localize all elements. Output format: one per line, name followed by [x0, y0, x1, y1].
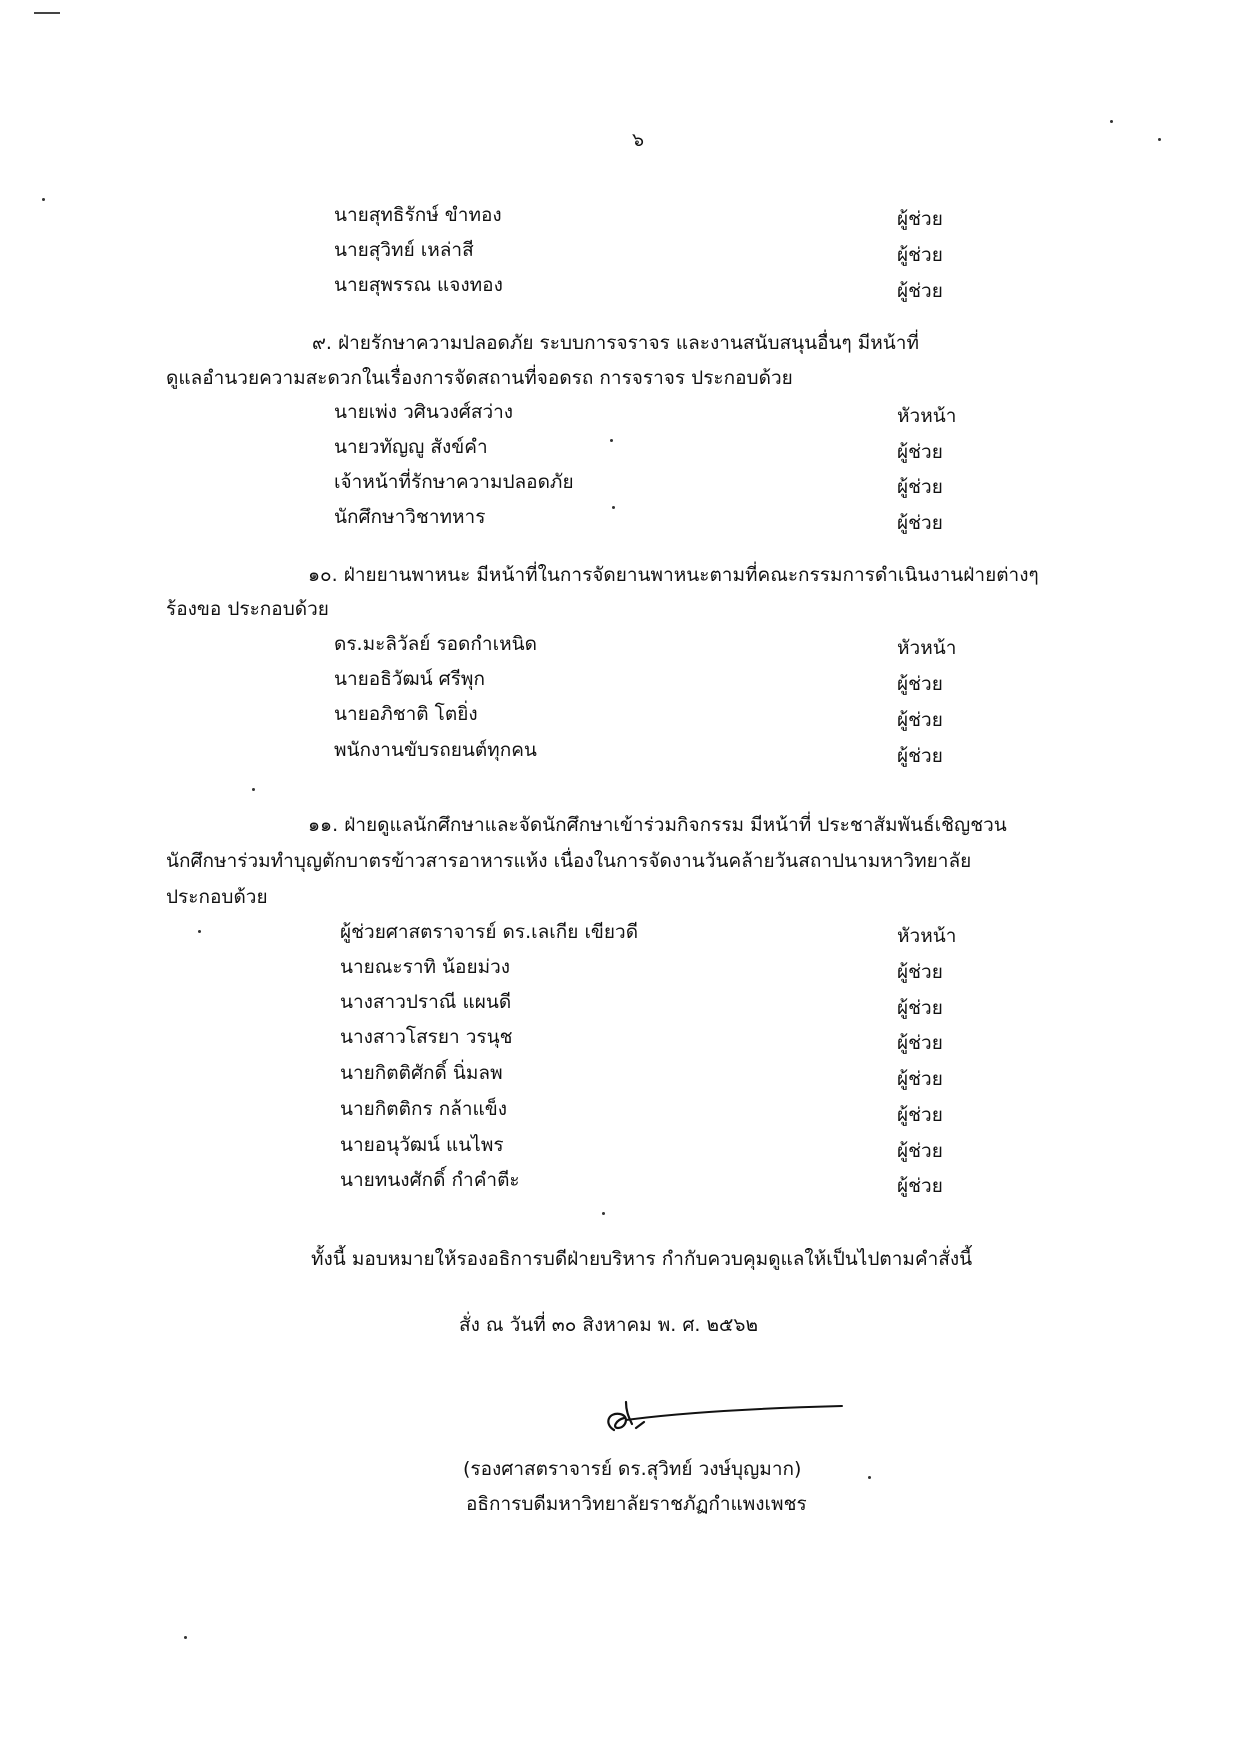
scan-speck — [1158, 138, 1161, 141]
member-role: ผู้ช่วย — [897, 673, 943, 695]
scan-speck — [610, 439, 613, 442]
member-name: นายอนุวัฒน์ แนไพร — [340, 1134, 504, 1156]
scan-speck — [1110, 120, 1113, 123]
member-role: ผู้ช่วย — [897, 1068, 943, 1090]
section-heading: ๑๐. ฝ่ายยานพาหนะ มีหน้าที่ในการจัดยานพาหนะตามที่คณะกรรมการดำเนินงานฝ่ายต่างๆ — [308, 564, 1039, 586]
scan-speck — [612, 506, 615, 509]
member-role: หัวหน้า — [897, 405, 957, 427]
date-line: สั่ง ณ วันที่ ๓๐ สิงหาคม พ. ศ. ๒๕๖๒ — [459, 1314, 758, 1336]
section-heading: ๑๑. ฝ่ายดูแลนักศึกษาและจัดนักศึกษาเข้าร่วมกิจกรรม มีหน้าที่ ประชาสัมพันธ์เชิญชวน — [308, 814, 1007, 836]
section-text: นักศึกษาร่วมทำบุญตักบาตรข้าวสารอาหารแห้ง เนื่องในการจัดงานวันคล้ายวันสถาปนามหาวิทยาลัย — [166, 850, 972, 872]
section-text: ดูแลอำนวยความสะดวกในเรื่องการจัดสถานที่จอดรถ การจราจร ประกอบด้วย — [166, 367, 793, 389]
member-name: นายทนงศักดิ์ กำคำตีะ — [340, 1169, 520, 1191]
member-role: ผู้ช่วย — [897, 1032, 943, 1054]
member-role: ผู้ช่วย — [897, 441, 943, 463]
member-role: ผู้ช่วย — [897, 476, 943, 498]
member-role: ผู้ช่วย — [897, 280, 943, 302]
member-role: ผู้ช่วย — [897, 1140, 943, 1162]
section-text: ประกอบด้วย — [166, 886, 268, 908]
member-name: นายกิตติกร กล้าแข็ง — [340, 1098, 508, 1120]
scan-speck — [602, 1212, 605, 1215]
member-role: ผู้ช่วย — [897, 961, 943, 983]
section-heading: ๙. ฝ่ายรักษาความปลอดภัย ระบบการจราจร และงานสนับสนุนอื่นๆ มีหน้าที่ — [312, 332, 919, 354]
scan-mark — [34, 12, 60, 14]
member-role: ผู้ช่วย — [897, 709, 943, 731]
member-name: นางสาวปราณี แผนดี — [340, 991, 512, 1013]
member-name: นายกิตติศักดิ์ นิ่มลพ — [340, 1062, 503, 1084]
member-role: ผู้ช่วย — [897, 745, 943, 767]
member-name: นายเพ่ง วศินวงศ์สว่าง — [334, 401, 514, 423]
closing-statement: ทั้งนี้ มอบหมายให้รองอธิการบดีฝ่ายบริหาร กำกับควบคุมดูแลให้เป็นไปตามคำสั่งนี้ — [311, 1248, 973, 1270]
scan-speck — [868, 1476, 871, 1479]
member-name: นายวทัญญู สังข์คำ — [334, 436, 488, 458]
section-text: ร้องขอ ประกอบด้วย — [166, 598, 329, 620]
member-name: ผู้ช่วยศาสตราจารย์ ดร.เลเกีย เขียวดี — [340, 921, 639, 943]
member-name: ดร.มะลิวัลย์ รอดกำเหนิด — [334, 633, 537, 655]
member-name: นักศึกษาวิชาทหาร — [334, 506, 486, 528]
member-role: ผู้ช่วย — [897, 1104, 943, 1126]
signatory-position: อธิการบดีมหาวิทยาลัยราชภัฏกำแพงเพชร — [466, 1493, 807, 1515]
member-name: นางสาวโสรยา วรนุช — [340, 1026, 513, 1048]
member-name: นายณะราทิ น้อยม่วง — [340, 956, 511, 978]
signatory-name: (รองศาสตราจารย์ ดร.สุวิทย์ วงษ์บุญมาก) — [463, 1458, 802, 1480]
member-name: เจ้าหน้าที่รักษาความปลอดภัย — [334, 471, 574, 493]
member-name: พนักงานขับรถยนต์ทุกคน — [334, 739, 537, 761]
member-role: หัวหน้า — [897, 925, 957, 947]
member-name: นายสุทธิรักษ์ ขำทอง — [334, 204, 502, 226]
scan-speck — [198, 930, 201, 933]
member-name: นายสุวิทย์ เหล่าสี — [334, 239, 474, 261]
scan-speck — [184, 1636, 187, 1639]
member-role: ผู้ช่วย — [897, 1175, 943, 1197]
scan-speck — [252, 788, 255, 791]
member-role: ผู้ช่วย — [897, 208, 943, 230]
member-name: นายสุพรรณ แจงทอง — [334, 274, 503, 296]
member-role: ผู้ช่วย — [897, 997, 943, 1019]
page-number: ๖ — [632, 129, 645, 151]
member-role: ผู้ช่วย — [897, 512, 943, 534]
scan-speck — [42, 198, 45, 201]
member-role: ผู้ช่วย — [897, 244, 943, 266]
member-name: นายอธิวัฒน์ ศรีพุก — [334, 668, 485, 690]
signature-mark — [596, 1394, 846, 1442]
member-name: นายอภิชาติ โตยิ่ง — [334, 703, 478, 725]
member-role: หัวหน้า — [897, 637, 957, 659]
